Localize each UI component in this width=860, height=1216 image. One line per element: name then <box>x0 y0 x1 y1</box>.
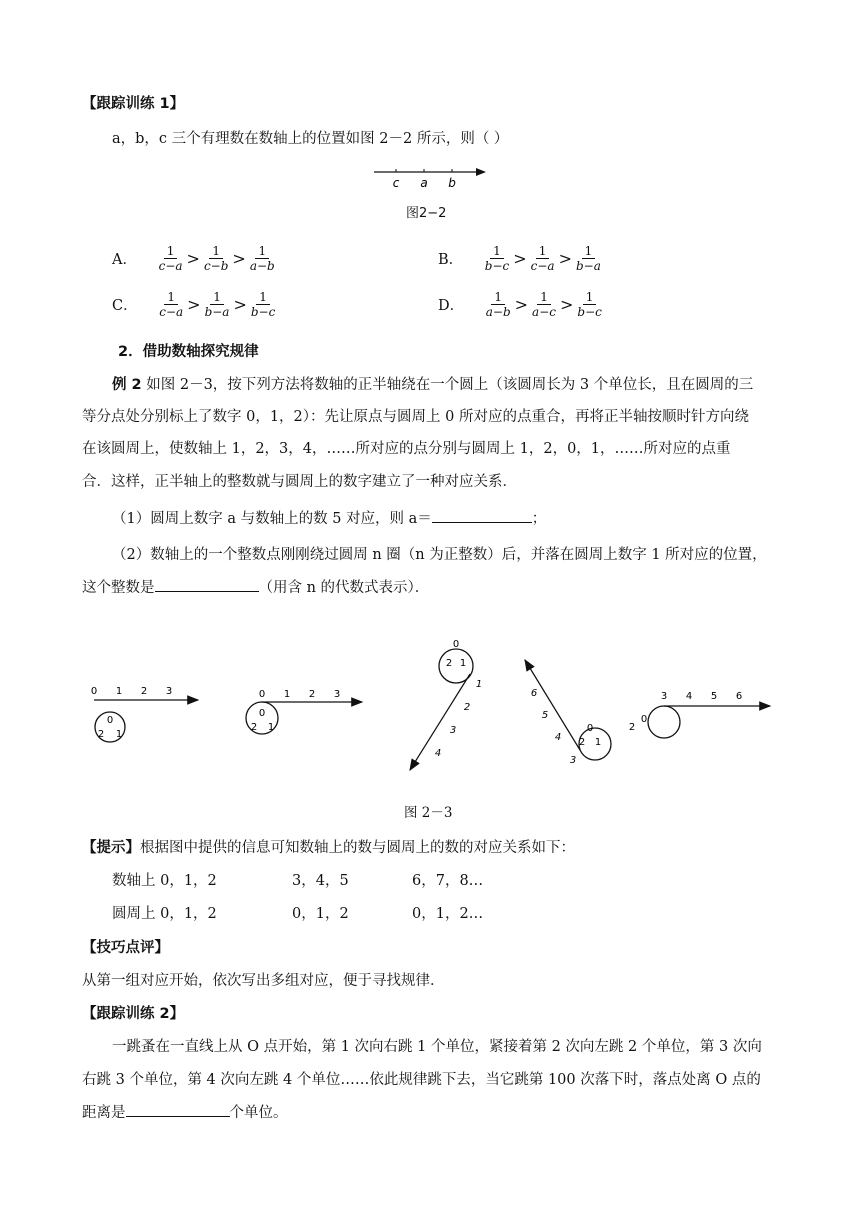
svg-text:0: 0 <box>258 708 266 719</box>
hint-row-1-label: 数轴上 0，1，2 <box>112 873 217 889</box>
axis-label-c: c <box>392 176 400 190</box>
fraction: $\frac{1}{c-a}$ <box>158 244 183 273</box>
svg-text:0: 0 <box>258 689 266 700</box>
hint-row-1-c2: 3，4，5 <box>292 873 349 889</box>
example2-line1: 例 2 如图 2－3，按下列方法将数轴的正半轴绕在一个圆上（该圆周长为 3 个单位长，且在圆周的三 <box>112 377 754 393</box>
svg-text:6: 6 <box>735 691 743 702</box>
fraction: $\frac{1}{c-a}$ <box>530 244 555 273</box>
svg-text:0: 0 <box>90 686 98 697</box>
svg-text:1: 1 <box>475 679 483 690</box>
panel-3 <box>410 639 482 770</box>
svg-text:5: 5 <box>710 691 718 702</box>
option-a-label: A． <box>112 252 137 268</box>
svg-text:0: 0 <box>452 639 460 650</box>
tips-title: 【技巧点评】 <box>82 940 169 956</box>
training2-line3: 距离是 个单位。 <box>82 1101 288 1122</box>
svg-text:2: 2 <box>308 689 316 700</box>
svg-text:2: 2 <box>140 686 148 697</box>
svg-text:0: 0 <box>106 715 114 726</box>
svg-text:3: 3 <box>449 725 457 736</box>
svg-text:0: 0 <box>586 723 594 734</box>
svg-text:1: 1 <box>283 689 291 700</box>
option-d-label: D． <box>438 298 465 314</box>
training1-question: a，b，c 三个有理数在数轴上的位置如图 2－2 所示，则（ ） <box>112 131 509 147</box>
panel-5 <box>629 691 770 738</box>
svg-text:1: 1 <box>115 729 123 740</box>
svg-text:4: 4 <box>685 691 693 702</box>
fraction: $\frac{1}{c-b}$ <box>203 244 229 273</box>
svg-text:1: 1 <box>267 722 275 733</box>
option-a: A． $\frac{1}{c-a}$ > $\frac{1}{c-b}$ > $\frac{1}{a-b}$ <box>112 244 275 273</box>
panel-4 <box>525 660 611 766</box>
axis-label-a: a <box>420 176 428 190</box>
svg-text:3: 3 <box>165 686 173 697</box>
answer-blank[interactable] <box>432 507 532 523</box>
fraction: $\frac{1}{a-b}$ <box>249 244 275 273</box>
fraction: $\frac{1}{c-a}$ <box>159 290 184 319</box>
svg-text:2: 2 <box>628 722 636 733</box>
training2-line1: 一跳蚤在一直线上从 O 点开始，第 1 次向右跳 1 个单位，紧接着第 2 次向左跳 2 个单位，第 3 次向 <box>112 1039 762 1055</box>
svg-text:3: 3 <box>660 691 668 702</box>
hint-row-1-c3: 6，7，8… <box>412 873 484 889</box>
svg-text:4: 4 <box>554 732 562 743</box>
example2-q2: （2）数轴上的一个整数点刚刚绕过圆周 n 圈（n 为正整数）后，并落在圆周上数字 1 所对应的位置， <box>112 547 767 563</box>
answer-blank[interactable] <box>155 576 259 592</box>
section-2-title: 2．借助数轴探究规律 <box>118 344 259 360</box>
figure-2-3-caption: 图 2－3 <box>404 805 453 821</box>
svg-text:0: 0 <box>640 714 648 725</box>
fraction: $\frac{1}{b-c}$ <box>484 244 510 273</box>
fraction: $\frac{1}{a-b}$ <box>485 290 511 319</box>
svg-text:5: 5 <box>541 710 549 721</box>
example2-q2-line2: 这个整数是 （用含 n 的代数式表示）． <box>82 576 429 597</box>
fraction: $\frac{1}{b-a}$ <box>204 290 230 319</box>
svg-text:1: 1 <box>594 737 602 748</box>
panel-2 <box>246 689 362 734</box>
training2-line2: 右跳 3 个单位，第 4 次向左跳 4 个单位……依此规律跳下去，当它跳第 100 次落下时，落点处离 O 点的 <box>82 1072 761 1088</box>
tips-text: 从第一组对应开始，依次写出多组对应，便于寻找规律． <box>82 973 445 989</box>
svg-text:2: 2 <box>463 702 471 713</box>
svg-text:1: 1 <box>115 686 123 697</box>
option-c: C． $\frac{1}{c-a}$ > $\frac{1}{b-a}$ > $\frac{1}{b-c}$ <box>112 290 276 319</box>
svg-text:6: 6 <box>530 688 538 699</box>
axis-label-b: b <box>448 176 456 190</box>
svg-text:2: 2 <box>578 737 586 748</box>
svg-text:4: 4 <box>434 748 442 759</box>
svg-text:2: 2 <box>97 729 105 740</box>
figure-2-2-caption: 图2−2 <box>406 206 447 221</box>
option-b: B． $\frac{1}{b-c}$ > $\frac{1}{c-a}$ > $\frac{1}{b-a}$ <box>438 244 601 273</box>
example2-q1: （1）圆周上数字 a 与数轴上的数 5 对应，则 a＝ ； <box>112 507 546 528</box>
figure-2-3 <box>82 630 782 780</box>
hint-line: 【提示】根据图中提供的信息可知数轴上的数与圆周上的数的对应关系如下： <box>82 840 575 856</box>
answer-blank[interactable] <box>126 1101 230 1117</box>
example2-line3: 在该圆周上，使数轴上 1，2，3，4，……所对应的点分别与圆周上 1，2，0，1，……所对应的点重 <box>82 441 731 457</box>
example2-line2: 等分点处分别标上了数字 0，1，2）：先让原点与圆周上 0 所对应的点重合，再将正半轴按顺时针方向绕 <box>82 409 749 425</box>
fraction: $\frac{1}{b-c}$ <box>250 290 276 319</box>
hint-row-2-c2: 0，1，2 <box>292 906 349 922</box>
option-b-label: B． <box>438 252 464 268</box>
svg-text:1: 1 <box>459 658 467 669</box>
svg-text:2: 2 <box>250 722 258 733</box>
option-c-label: C． <box>112 298 138 314</box>
training2-title: 【跟踪训练 2】 <box>82 1006 185 1022</box>
svg-text:3: 3 <box>569 755 577 766</box>
fraction: $\frac{1}{b-a}$ <box>575 244 601 273</box>
example2-line4: 合．这样，正半轴上的整数就与圆周上的数字建立了一种对应关系． <box>82 474 517 490</box>
fraction: $\frac{1}{a-c}$ <box>532 290 556 319</box>
fraction: $\frac{1}{b-c}$ <box>577 290 602 319</box>
training1-title: 【跟踪训练 1】 <box>82 96 185 112</box>
hint-row-2-c3: 0，1，2… <box>412 906 484 922</box>
option-d: D． $\frac{1}{a-b}$ > $\frac{1}{a-c}$ > $\frac{1}{b-c}$ <box>438 290 602 319</box>
svg-text:2: 2 <box>445 658 453 669</box>
panel-1 <box>91 686 198 742</box>
svg-text:3: 3 <box>333 689 341 700</box>
number-line-figure-2-2 <box>360 160 500 196</box>
hint-row-2-label: 圆周上 0，1，2 <box>112 906 217 922</box>
